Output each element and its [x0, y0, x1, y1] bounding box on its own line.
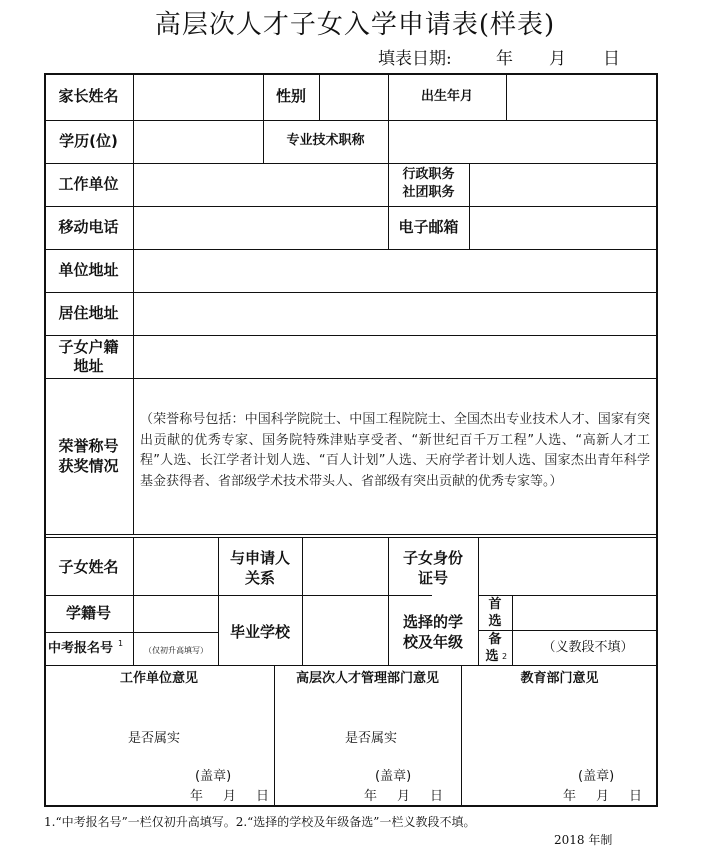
employer-opinion-question: 是否属实 — [128, 731, 181, 746]
honors-field[interactable] — [134, 379, 656, 533]
child-id-label-line2: 证号 — [417, 569, 448, 587]
first-choice-field[interactable] — [513, 596, 656, 629]
admin-post-label: 行政职务 — [402, 167, 455, 182]
row-divider — [44, 665, 658, 666]
talent-dept-opinion-year: 年 — [364, 789, 378, 804]
row-divider — [44, 534, 658, 535]
form-title: 高层次人才子女入学申请表(样表) — [154, 10, 556, 40]
child-id-field[interactable] — [479, 538, 656, 594]
education-dept-opinion-year: 年 — [563, 789, 577, 804]
relation-label-line2: 关系 — [244, 569, 275, 587]
talent-dept-opinion-field[interactable] — [275, 688, 460, 805]
child-hukou-field[interactable] — [134, 336, 656, 377]
professional-title-field[interactable] — [389, 121, 656, 162]
fill-date-year: 年 — [496, 49, 513, 69]
exam-number-note: （仅初升高填写） — [144, 646, 208, 655]
child-id-label: 子女身份 — [402, 549, 463, 567]
talent-dept-opinion-title: 高层次人才管理部门意见 — [295, 671, 439, 686]
employer-opinion-day: 日 — [256, 789, 270, 804]
honors-label: 荣誉称号 — [58, 437, 119, 455]
student-number-field[interactable] — [134, 596, 217, 631]
parent-name-label: 家长姓名 — [58, 87, 119, 105]
parent-name-field[interactable] — [134, 74, 262, 119]
home-address-label: 居住地址 — [58, 304, 119, 322]
home-address-field[interactable] — [134, 293, 656, 334]
honors-note: （荣誉称号包括：中国科学院院士、中国工程院院士、全国杰出专业技术人才、国家有突出贡献的优秀专家、国务院特殊津贴享受者、“新世纪百千万工程”人选、“高新人才工程”人选、长江学者计划人选、“百人计划”人选、天府学者计划人选、国家杰出青年科学基金获得者、省部级学术技术带头人、省部级有突出贡献的优秀专家等。） — [140, 412, 650, 489]
mobile-label: 移动电话 — [58, 218, 119, 236]
employer-label: 工作单位 — [58, 175, 119, 193]
professional-title-label: 专业技术职称 — [286, 133, 365, 148]
exam-number-label: 中考报名号 — [48, 641, 114, 656]
row-divider — [44, 632, 218, 633]
backup-choice-label: 备 — [488, 632, 502, 647]
birth-field[interactable] — [507, 74, 656, 119]
employer-opinion-field[interactable] — [46, 688, 273, 805]
employer-opinion-year: 年 — [190, 789, 204, 804]
backup-footnote-mark: 2 — [502, 652, 508, 661]
exam-footnote-mark: 1 — [118, 639, 124, 648]
child-name-label: 子女姓名 — [58, 558, 119, 576]
education-dept-opinion-title: 教育部门意见 — [520, 671, 599, 686]
talent-dept-opinion-question: 是否属实 — [345, 731, 398, 746]
education-dept-opinion-month: 月 — [596, 789, 610, 804]
fill-date-month: 月 — [549, 49, 566, 69]
fill-date-label: 填表日期: — [378, 49, 452, 69]
honors-label-line2: 获奖情况 — [58, 457, 119, 475]
employer-opinion-title: 工作单位意见 — [119, 671, 198, 686]
talent-dept-opinion-day: 日 — [430, 789, 444, 804]
social-post-label: 社团职务 — [402, 185, 455, 200]
child-hukou-label: 子女户籍 — [58, 338, 119, 356]
employer-opinion-month: 月 — [223, 789, 237, 804]
education-dept-opinion-day: 日 — [629, 789, 643, 804]
employer-opinion-seal: (盖章) — [195, 769, 232, 784]
graduation-school-field[interactable] — [303, 596, 387, 664]
birth-label: 出生年月 — [420, 89, 473, 104]
relation-label: 与申请人 — [229, 549, 290, 567]
education-dept-opinion-field[interactable] — [462, 688, 656, 805]
backup-choice-field[interactable] — [513, 631, 656, 664]
graduation-school-label: 毕业学校 — [229, 623, 290, 641]
education-dept-opinion-seal: (盖章) — [578, 769, 615, 784]
education-label: 学历(位) — [59, 132, 118, 150]
backup-choice-label-line2: 选 — [485, 649, 499, 664]
employer-address-field[interactable] — [134, 250, 656, 291]
email-field[interactable] — [470, 207, 656, 248]
made-year: 2018 年制 — [554, 833, 613, 847]
employer-field[interactable] — [134, 164, 387, 205]
education-field[interactable] — [134, 121, 262, 162]
school-choice-label: 选择的学 — [402, 613, 463, 631]
email-label: 电子邮箱 — [398, 218, 459, 236]
talent-dept-opinion-seal: (盖章) — [375, 769, 412, 784]
child-hukou-label-line2: 地址 — [73, 357, 104, 375]
gender-field[interactable] — [320, 74, 387, 119]
school-choice-label-line2: 校及年级 — [402, 633, 463, 651]
gender-label: 性别 — [275, 87, 306, 105]
post-field[interactable] — [470, 164, 656, 205]
relation-field[interactable] — [303, 538, 387, 594]
employer-address-label: 单位地址 — [58, 261, 119, 279]
student-number-label: 学籍号 — [65, 604, 111, 622]
first-choice-label-line2: 选 — [488, 614, 502, 629]
talent-dept-opinion-month: 月 — [397, 789, 411, 804]
first-choice-label: 首 — [488, 597, 502, 612]
backup-choice-note: （义教段不填） — [542, 640, 634, 655]
mobile-field[interactable] — [134, 207, 387, 248]
footnote: 1.“中考报名号”一栏仅初升高填写。2.“选择的学校及年级备选”一栏义教段不填。 — [44, 815, 476, 829]
child-name-field[interactable] — [134, 538, 217, 594]
fill-date-day: 日 — [603, 49, 620, 69]
